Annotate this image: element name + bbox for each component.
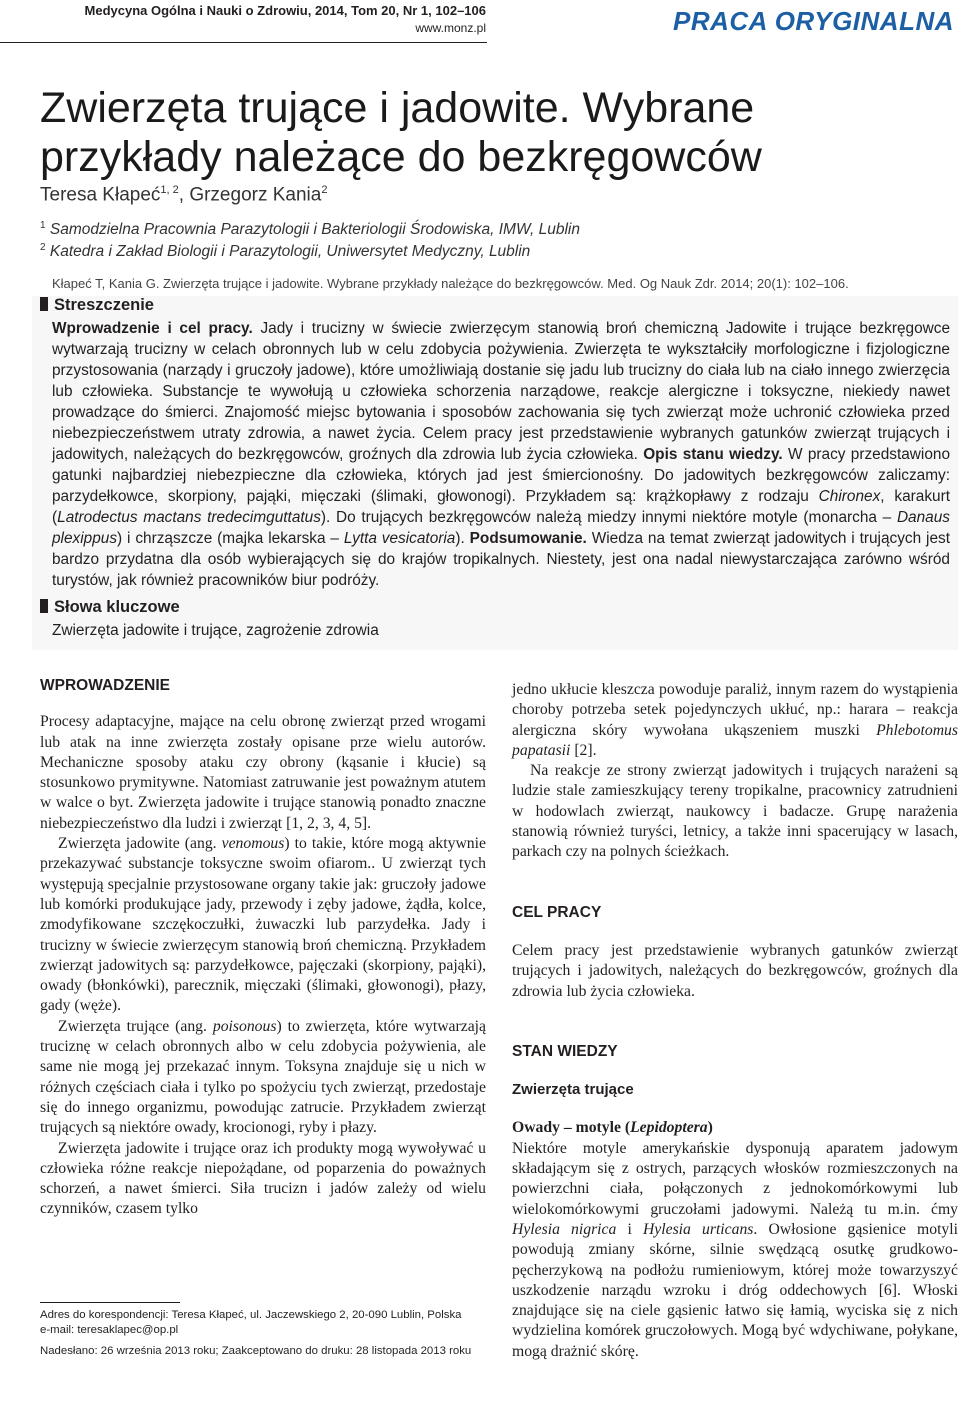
exposure-paragraph: Na reakcje ze strony zwierząt jadowitych i trujących narażeni są ludzie stale zamieszkujący tereny tropikalne, pracownicy zatrudnieni w hodowlach zwierząt, naukowcy i badacze. Grupę narażenia stanowią również turyści, letnicy, a także inni spacerujący w lasach, parkach czy na polnych ścieżkach.	[512, 762, 958, 861]
species-hylesia-urticans: Hylesia urticans	[642, 1220, 754, 1238]
intro-term-poisonous: poisonous	[212, 1017, 277, 1035]
affiliation-1-num: 1	[40, 220, 46, 231]
owady-a: Niektóre motyle amerykańskie dysponują aparatem jadowym składającym się z ostrych, parzących włosków rozmieszczonych na powierzchni ciała, połączonych z jednokomórkowymi lub wielokomórkowymi gruczołami jadowymi. Należą tu m.in. ćmy	[512, 1139, 958, 1218]
bullet-square-icon	[40, 599, 48, 613]
section-heading-state-of-knowledge: STAN WIEDZY	[512, 1042, 618, 1060]
abstract-species-latrodectus: Latrodectus mactans tredecimguttatus	[57, 509, 321, 526]
title-line-1: Zwierzęta trujące i jadowite. Wybrane	[40, 84, 755, 132]
author-2: Grzegorz Kania	[189, 184, 322, 206]
article-type: PRACA ORYGINALNA	[672, 6, 954, 36]
abstract-intro-text: Jady i trucizny w świecie zwierzęcym stanowią broń chemiczną Jadowite i trujące bezkręgowce wytwarzają trucizny w celach obronnych lub w celu zdobycia pożywienia. Zwierzęta te wykształciły morfologiczne i fizjologiczne przystosowania (narządy i gruczoły jadowe), które umożliwiają dostanie się jadu lub trucizny do ciała lub na ciało innego zwierzęcia lub człowieka. Substancje te wywołują u człowieka schorzenia narządowe, reakcje alergiczne i toksyczne, niekiedy nawet prowadzące do śmierci. Znajomość miejsc bytowania i sposobów zachowania się tych zwierząt może uchronić człowieka przed niebezpieczeństwem utraty zdrowia, a nawet życia. Celem pracy jest przedstawienie wybranych gatunków zwierząt trujących i jadowitych, należących do bezkręgowców, groźnych dla zdrowia lub życia człowieka.	[52, 320, 951, 463]
affiliation-2	[40, 242, 530, 261]
affiliation-2-num: 2	[40, 242, 46, 253]
header-rule	[0, 42, 487, 43]
abstract-summary-text: Wiedza na temat zwierząt jadowitych i trujących jest bardzo przydatna dla osób wybierających się do krajów tropikalnych. Niestety, jest ona nadal niewystarczająca zarówno wśród turystów, jak również pracowników biur podróży.	[52, 530, 950, 589]
author-1-sup: 1, 2	[160, 184, 179, 196]
owady-b: i	[616, 1220, 643, 1238]
intro-continued-paragraph	[512, 680, 958, 761]
aim-paragraph: Celem pracy jest przedstawienie wybranych gatunków zwierząt trujących i jadowitych, należących do bezkręgowców, groźnych dla zdrowia lub życia człowieka.	[512, 941, 958, 1000]
intro-paragraph-3	[40, 1017, 486, 1139]
section-heading-introduction: WPROWADZENIE	[40, 677, 171, 694]
footnote-address: Adres do korespondencji: Teresa Kłapeć, ul. Jaczewskiego 2, 20-090 Lublin, Polska	[40, 1309, 462, 1321]
order-lepidoptera: Lepidoptera	[630, 1119, 708, 1137]
footnote-rule	[40, 1302, 180, 1303]
bullet-square-icon	[40, 297, 48, 311]
intro-paragraph-2	[40, 834, 486, 1017]
species-phlebotomus: Phlebotomus papatasii	[512, 721, 958, 759]
right-p1-a: jedno ukłucie kleszcza powoduje paraliż, innym razem do wystąpienia choroby potrzeba setek pojedynczych ukłuć, np.: harara – reakcja alergiczna skóry wywołana ukąszeniem muszki	[512, 681, 958, 739]
article-title	[40, 84, 940, 182]
abstract-intro-label: Wprowadzenie i cel pracy.	[52, 320, 253, 337]
right-column	[512, 680, 958, 1362]
abstract-summary-label: Podsumowanie.	[469, 530, 587, 547]
abstract-species-chironex: Chironex	[818, 488, 881, 505]
intro-term-venomous: venomous	[221, 835, 285, 853]
abstract-heading-text: Streszczenie	[54, 296, 154, 314]
title-line-2: przykłady należące do bezkręgowców	[40, 133, 762, 181]
subsub-a: Owady – motyle (	[512, 1119, 631, 1137]
intro-p2-a: Zwierzęta jadowite (ang.	[58, 835, 222, 853]
subsub-b: )	[707, 1119, 713, 1137]
intro-paragraph-1: Procesy adaptacyjne, mające na celu obronę zwierząt przed wrogami lub atak na inne zwierzęta zostały opisane prze wielu autorów. Mechaniczne sposoby ataku czy obrony (kąsanie i kłucie) są stosunkowo prymitywne. Natomiast zatruwanie jest poważnym atutem w walce o byt. Zwierzęta jadowite i trujące stanowią ponadto znaczne niebezpieczeństwo dla ludzi i zwierząt [1, 2, 3, 4, 5].	[40, 713, 486, 832]
abstract-body	[52, 318, 950, 591]
footnote-dates: Nadesłano: 26 września 2013 roku; Zaakceptowano do druku: 28 listopada 2013 roku	[40, 1345, 472, 1357]
intro-p2-b: ) to takie, które mogą aktywnie przekazywać substancje toksyczne swoim ofiarom.. U zwierząt tych występują specjalnie przystosowane organy takie jak: gruczoły jadowe lub komórki produkujące jady, przewody i zęby jadowe, żądła, kolce, zmodyfikowane szczękoczułki, żuwaczki lub parzydełka. Jady i trucizny w świecie zwierzęcym stanowią broń chemiczną. Przykładem zwierząt jadowitych są: parzydełkowce, pajęczaki (skorpiony, pająki), owady (błonkówki), parecznik, mięczaki (ślimaki, głowonogi), płazy, gady (węże).	[40, 835, 486, 1015]
keywords-heading-text: Słowa kluczowe	[54, 598, 180, 616]
lepidoptera-paragraph	[512, 1139, 958, 1362]
left-column	[40, 676, 486, 1220]
affiliation-1-text: Samodzielna Pracownia Parazytologii i Bakteriologii Środowiska, IMW, Lublin	[49, 221, 580, 239]
abstract-state-label: Opis stanu wiedzy.	[643, 446, 783, 463]
intro-p3-b: ) to zwierzęta, które wytwarzają truciznę w celach obronnych albo w celu zdobycia pożywienia, ale same nie mogą jej przekazać innym. Toksyna znajduje się u nich w różnych częściach ciała i tylko po spożyciu tych zwierząt, przedostaje się do innego organizmu, powodując zatrucie. Przykładem zwierząt trujących są niektóre owady, krocionogi, ryby i płazy.	[40, 1017, 486, 1137]
authors	[40, 184, 327, 206]
owady-c: . Owłosione gąsienice motyli powodują zmiany skórne, silnie swędzącą osutkę grudkowo-pęcherzykową na podłożu rumieniowym, której może towarzyszyć uszkodzenie narządu wzroku i dróg oddechowych [6]. Włoski znajdujące się na ciele gąsienic łatwo się łamią, wyciska się z nich wydzielina komórek gruczołowych. Mogą być wdychiwane, połykane, mogą drażnić skórę.	[512, 1220, 958, 1360]
affiliation-2-text: Katedra i Zakład Biologii i Parazytologii, Uniwersytet Medyczny, Lublin	[49, 243, 531, 261]
abstract-state-text-c: ). Do trujących bezkręgowców należą miedzy innymi niektóre motyle (monarcha –	[320, 509, 897, 526]
right-p1-b: [2].	[570, 741, 597, 759]
footnote-email[interactable]: e-mail: teresaklapec@op.pl	[40, 1324, 179, 1336]
abstract-state-text-e: ).	[455, 530, 465, 547]
author-1: Teresa Kłapeć	[40, 184, 161, 206]
abstract-species-lytta: Lytta vesicatoria	[343, 530, 456, 547]
intro-paragraph-4: Zwierzęta jadowite i trujące oraz ich produkty mogą wywoływać u człowieka różne reakcje niepożądane, od poparzenia do poważnych schorzeń, a nawet śmierci. Siła trucizn i jadów zależy od wielu czynników, czasem tylko	[40, 1139, 486, 1218]
section-heading-aim: CEL PRACY	[512, 903, 602, 921]
journal-name: Medycyna Ogólna i Nauki o Zdrowiu, 2014, Tom 20, Nr 1, 102–106	[84, 3, 486, 18]
abstract-state-text-b: , karakurt (	[52, 488, 950, 526]
author-2-sup: 2	[321, 184, 328, 196]
abstract-state-text-d: ) i chrząszcze (majka lekarska –	[117, 530, 344, 547]
journal-url[interactable]: www.monz.pl	[415, 21, 486, 35]
abstract-species-danaus: Danaus plexippus	[52, 509, 950, 547]
abstract-state-text-a: W pracy przedstawiono gatunki najbardziej niebezpieczne dla człowieka, których jad jest śmiercionośny. Do jadowitych bezkręgowców zaliczamy: parzydełkowce, skorpiony, pająki, mięczaki (ślimaki, głowonogi). Przykładem są: krążkopławy z rodzaju	[52, 446, 951, 505]
affiliation-1	[40, 220, 580, 239]
abstract-heading	[40, 296, 154, 315]
keywords-text: Zwierzęta jadowite i trujące, zagrożenie zdrowia	[52, 622, 379, 639]
intro-p3-a: Zwierzęta trujące (ang.	[58, 1017, 213, 1035]
subsubheading-lepidoptera	[512, 1118, 958, 1138]
keywords-heading	[40, 598, 180, 617]
citation: Kłapeć T, Kania G. Zwierzęta trujące i jadowite. Wybrane przykłady należące do bezkręgowców. Med. Og Nauk Zdr. 2014; 20(1): 102–106.	[52, 276, 849, 291]
species-hylesia-nigrica: Hylesia nigrica	[512, 1220, 617, 1238]
author-sep: ,	[178, 184, 190, 206]
subheading-poisonous-animals: Zwierzęta trujące	[512, 1081, 634, 1099]
